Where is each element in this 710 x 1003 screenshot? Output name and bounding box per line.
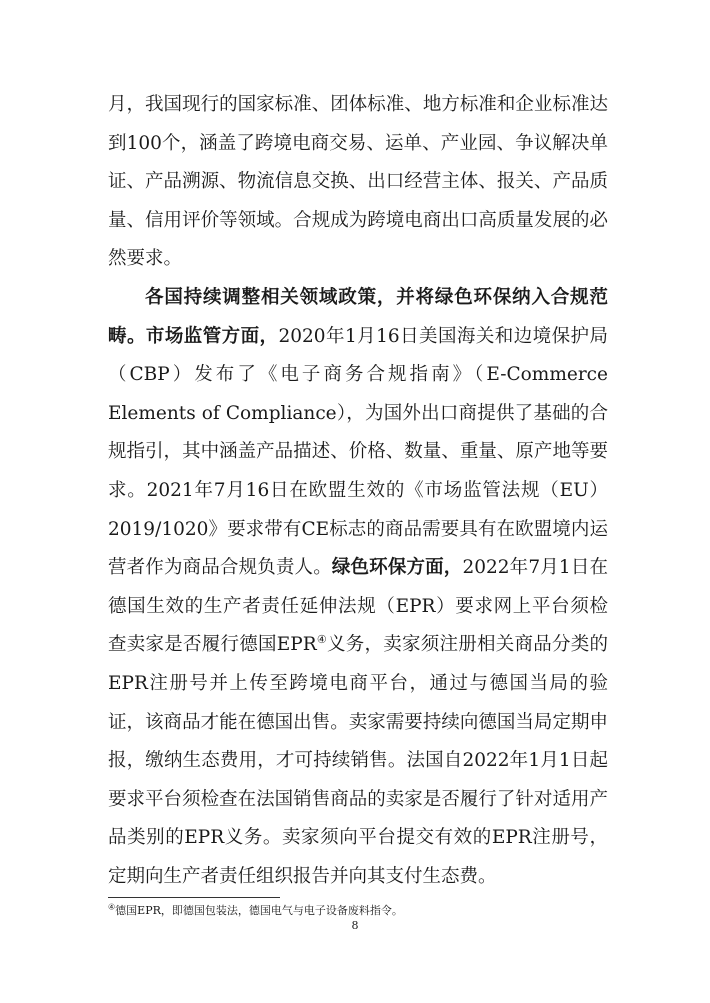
footnote-marker: ④	[108, 902, 116, 912]
green-heading-bold: 绿色环保方面，	[331, 557, 463, 579]
paragraph-policy	[108, 279, 608, 897]
market-text: 2020年1月16日美国海关和边境保护局（CBP）发布了《电子商务合规指南》（E-Commerce Elements of Compliance），为国外出口商提供了基础的合规指引，其中涵盖产品描述、价格、数量、重量、原产地等要求。2021年7月16日在欧盟生效的《市场监管法规（EU）2019/1020》要求带有CE标志的商品需要具有在欧盟境内运营者作为商品合规负责人。	[108, 325, 608, 579]
page-number: 8	[351, 919, 359, 932]
green-text-a: 2022年7月1日在德国生效的生产者责任延伸法规（EPR）要求网上平台须检查卖家是否履行德国EPR	[108, 557, 608, 656]
green-text-b: 义务，卖家须注册相关商品分类的EPR注册号并上传至跨境电商平台，通过与德国当局的验证，该商品才能在德国出售。卖家需要持续向德国当局定期申报，缴纳生态费用，才可持续销售。法国自2022年1月1日起要求平台须检查在法国销售商品的卖家是否履行了针对适用产品类别的EPR义务。卖家须向平台提交有效的EPR注册号，定期向生产者责任组织报告并向其支付生态费。	[108, 634, 608, 887]
paragraph-continuation: 月，我国现行的国家标准、团体标准、地方标准和企业标准达到100个，涵盖了跨境电商交易、运单、产业园、争议解决单证、产品溯源、物流信息交换、出口经营主体、报关、产品质量、信用评价等领域。合规成为跨境电商出口高质量发展的必然要求。	[108, 94, 608, 270]
footnote-text: 德国EPR，即德国包装法，德国电气与电子设备废料指令。	[115, 904, 403, 917]
market-heading-bold: 市场监管方面，	[145, 325, 279, 347]
body-text	[108, 86, 608, 896]
footnote-divider	[108, 897, 280, 898]
lead-sentence-bold: 各国持续调整相关领域政策，并将绿色环保纳入合规范畴。	[108, 286, 608, 347]
footnote-reference[interactable]: ④	[316, 633, 327, 647]
footnote	[108, 903, 608, 919]
